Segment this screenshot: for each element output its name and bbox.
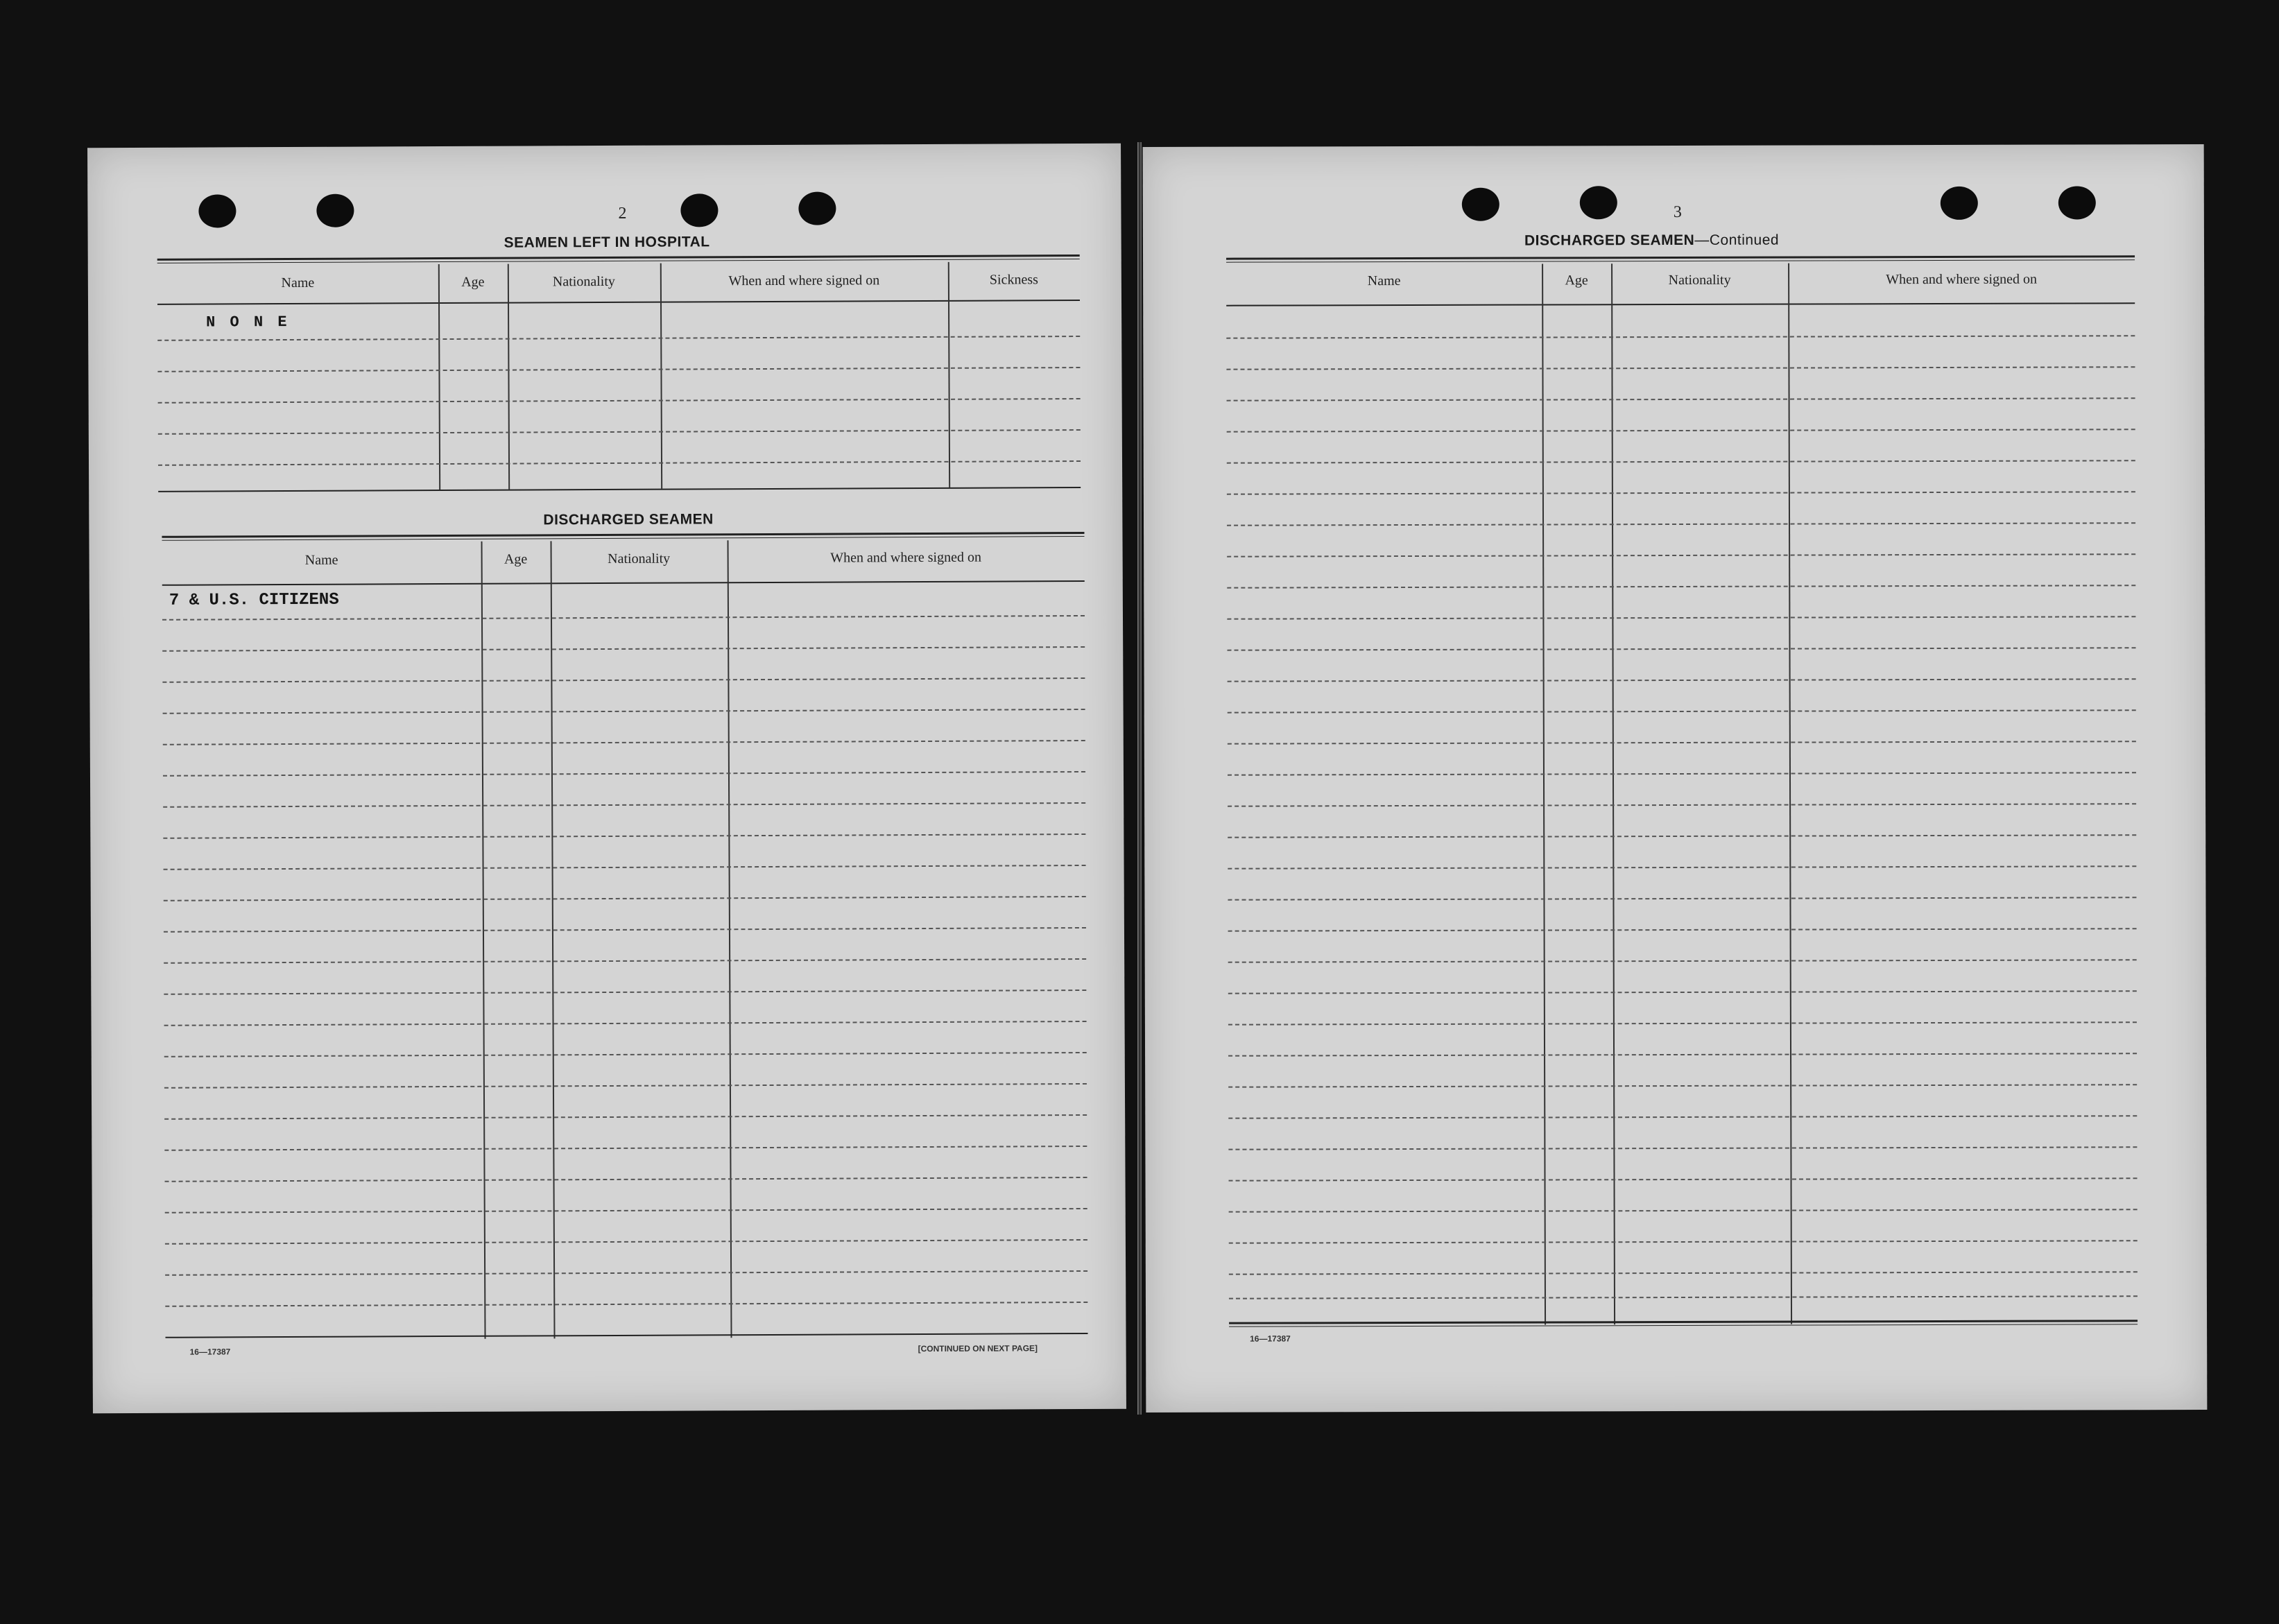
form-number: 16—17387	[1250, 1333, 1291, 1344]
left-page	[87, 144, 1126, 1413]
header-rule	[1226, 302, 2135, 306]
col-header-sickness: Sickness	[989, 272, 1038, 288]
ruled-line	[165, 1302, 1087, 1307]
header-rule	[162, 580, 1085, 586]
table-top-rule	[157, 254, 1080, 264]
ruled-line	[165, 1239, 1087, 1245]
punch-hole	[680, 193, 718, 227]
ruled-line	[1227, 491, 2135, 494]
ruled-line	[158, 429, 1081, 435]
ruled-line	[1229, 1177, 2138, 1181]
col-header-signed-on: When and where signed on	[728, 273, 880, 289]
ruled-line	[1228, 678, 2136, 682]
ruled-line	[163, 802, 1085, 808]
col-header-age: Age	[1565, 273, 1588, 288]
ruled-line	[163, 740, 1085, 745]
discharged-section-title: DISCHARGED SEAMEN	[543, 511, 714, 528]
col-header-name: Name	[1367, 273, 1401, 289]
ruled-line	[1227, 522, 2135, 526]
ruled-line	[164, 1052, 1087, 1057]
ruled-line	[1229, 1271, 2138, 1275]
ruled-line	[157, 336, 1080, 341]
ruled-line	[1227, 616, 2135, 619]
col-header-name: Name	[281, 275, 315, 291]
ruled-line	[163, 833, 1085, 839]
ruled-line	[1227, 553, 2135, 557]
ruled-line	[163, 709, 1085, 714]
hospital-section-title: SEAMEN LEFT IN HOSPITAL	[504, 234, 710, 251]
ruled-line	[1228, 709, 2136, 713]
punch-hole	[316, 194, 354, 227]
col-header-age: Age	[504, 551, 528, 567]
ruled-line	[1228, 772, 2136, 775]
ruled-line	[1226, 366, 2135, 370]
table-bottom-rule	[1229, 1320, 2138, 1327]
table-bottom-rule	[158, 487, 1081, 492]
ruled-line	[164, 958, 1086, 964]
title-suffix: —Continued	[1694, 232, 1780, 248]
ruled-line	[1229, 1240, 2138, 1243]
ruled-line	[1227, 460, 2135, 463]
col-header-signed-on: When and where signed on	[830, 549, 982, 566]
ruled-line	[162, 615, 1085, 621]
col-header-nationality: Nationality	[608, 551, 671, 567]
ruled-line	[164, 1083, 1087, 1089]
table-top-rule	[1226, 255, 2135, 262]
ruled-line	[163, 771, 1085, 777]
title-text: DISCHARGED SEAMEN	[1524, 232, 1695, 249]
ruled-line	[1226, 335, 2135, 338]
column-divider	[1611, 264, 1615, 1324]
ruled-line	[162, 677, 1085, 683]
col-header-signed-on: When and where signed on	[1886, 271, 2038, 288]
ruled-line	[1228, 1146, 2137, 1150]
ruled-line	[1228, 803, 2136, 806]
form-number: 16—17387	[189, 1347, 231, 1357]
ruled-line	[1228, 959, 2137, 962]
ruled-line	[1228, 647, 2136, 650]
ruled-line	[1227, 397, 2135, 401]
ruled-line	[1228, 1084, 2137, 1087]
ruled-line	[164, 1114, 1087, 1120]
ruled-line	[157, 367, 1080, 372]
discharged-entry: 7 & U.S. CITIZENS	[169, 590, 339, 610]
col-header-nationality: Nationality	[552, 273, 615, 290]
page-number: 3	[1673, 202, 1682, 222]
ruled-line	[158, 398, 1081, 404]
column-divider	[1542, 264, 1546, 1324]
header-rule	[157, 300, 1080, 305]
col-header-name: Name	[304, 552, 338, 568]
ruled-line	[164, 896, 1086, 901]
discharged-continued-title	[1524, 232, 1779, 250]
page-fold	[1137, 142, 1142, 1415]
right-page	[1143, 144, 2208, 1413]
ruled-line	[164, 927, 1086, 933]
col-header-age: Age	[461, 274, 485, 290]
ruled-line	[1229, 1209, 2138, 1212]
ruled-line	[1228, 990, 2137, 994]
ruled-line	[1228, 741, 2136, 744]
page-number: 2	[618, 204, 627, 223]
ruled-line	[1228, 1115, 2137, 1118]
ruled-line	[1228, 897, 2136, 900]
ruled-line	[1228, 834, 2136, 838]
ruled-line	[1228, 1021, 2137, 1025]
table-top-rule	[162, 532, 1084, 541]
ruled-line	[164, 865, 1086, 870]
ruled-line	[165, 1208, 1087, 1213]
ruled-line	[1228, 928, 2137, 931]
punch-hole	[798, 192, 836, 225]
punch-hole	[198, 194, 236, 227]
punch-hole	[1941, 187, 1978, 220]
col-header-nationality: Nationality	[1668, 272, 1731, 288]
ruled-line	[164, 990, 1086, 995]
column-divider	[508, 264, 510, 490]
column-divider	[481, 542, 486, 1339]
hospital-entry: N O N E	[206, 313, 290, 331]
ruled-line	[1227, 429, 2135, 432]
continued-note: [CONTINUED ON NEXT PAGE]	[918, 1343, 1038, 1354]
punch-hole	[1462, 188, 1499, 221]
ruled-line	[164, 1146, 1087, 1151]
ruled-line	[1227, 585, 2135, 588]
ruled-line	[158, 460, 1081, 466]
punch-hole	[2058, 186, 2096, 219]
column-divider	[948, 262, 950, 487]
ruled-line	[165, 1177, 1087, 1182]
column-divider	[1788, 264, 1792, 1324]
column-divider	[551, 541, 556, 1338]
ruled-line	[165, 1270, 1087, 1276]
column-divider	[660, 264, 662, 489]
column-divider	[728, 540, 732, 1338]
table-bottom-rule	[166, 1333, 1088, 1338]
ruled-line	[162, 646, 1085, 652]
ruled-line	[1228, 865, 2136, 869]
punch-hole	[1580, 186, 1617, 219]
column-divider	[438, 264, 440, 490]
ruled-line	[1228, 1053, 2137, 1056]
ruled-line	[164, 1021, 1087, 1026]
ruled-line	[1229, 1295, 2138, 1299]
